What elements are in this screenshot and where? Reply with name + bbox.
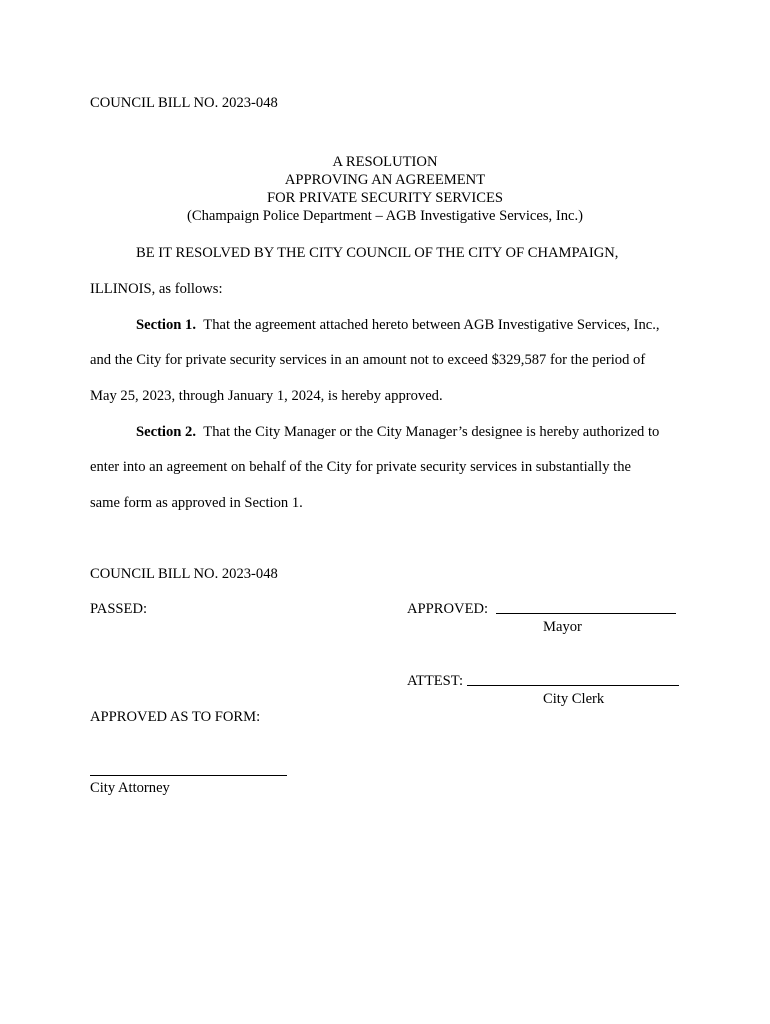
section-2-label: Section 2.	[136, 424, 196, 440]
passed-label: PASSED:	[90, 601, 148, 617]
section-1-line-1	[136, 316, 660, 334]
section-2-line-3: same form as approved in Section 1.	[90, 495, 303, 511]
attest-label: ATTEST:	[407, 673, 464, 689]
council-bill-number: COUNCIL BILL NO. 2023-048	[90, 95, 278, 111]
resolution-title	[0, 153, 770, 225]
section-1-line-3: May 25, 2023, through January 1, 2024, is hereby approved.	[90, 388, 443, 404]
section-2-line-2: enter into an agreement on behalf of the City for private security services in substantially the	[90, 459, 632, 475]
attorney-signature-line	[90, 775, 287, 776]
title-line-3: FOR PRIVATE SECURITY SERVICES	[266, 190, 504, 206]
resolved-line-1: BE IT RESOLVED BY THE CITY COUNCIL OF THE CITY OF CHAMPAIGN,	[136, 245, 619, 261]
section-2-line-1	[136, 423, 659, 441]
approved-as-to-form-label: APPROVED AS TO FORM:	[90, 709, 261, 725]
section-2-text-1: That the City Manager or the City Manager’s designee is hereby authorized to	[203, 424, 660, 440]
section-1-text-1: That the agreement attached hereto between AGB Investigative Services, Inc.,	[203, 317, 660, 333]
city-clerk-label: City Clerk	[543, 691, 605, 707]
mayor-label: Mayor	[543, 619, 582, 635]
city-attorney-label: City Attorney	[90, 780, 170, 796]
title-line-1: A RESOLUTION	[332, 154, 438, 170]
section-1-label: Section 1.	[136, 317, 196, 333]
approved-label: APPROVED:	[407, 601, 489, 617]
section-1-line-2: and the City for private security services in an amount not to exceed $329,587 for the period of	[90, 352, 646, 368]
title-line-4: (Champaign Police Department – AGB Investigative Services, Inc.)	[187, 208, 583, 224]
mayor-signature-line	[496, 613, 676, 614]
footer-bill-number: COUNCIL BILL NO. 2023-048	[90, 566, 278, 582]
clerk-signature-line	[467, 685, 679, 686]
resolved-line-2: ILLINOIS, as follows:	[90, 281, 223, 297]
title-line-2: APPROVING AN AGREEMENT	[284, 172, 486, 188]
